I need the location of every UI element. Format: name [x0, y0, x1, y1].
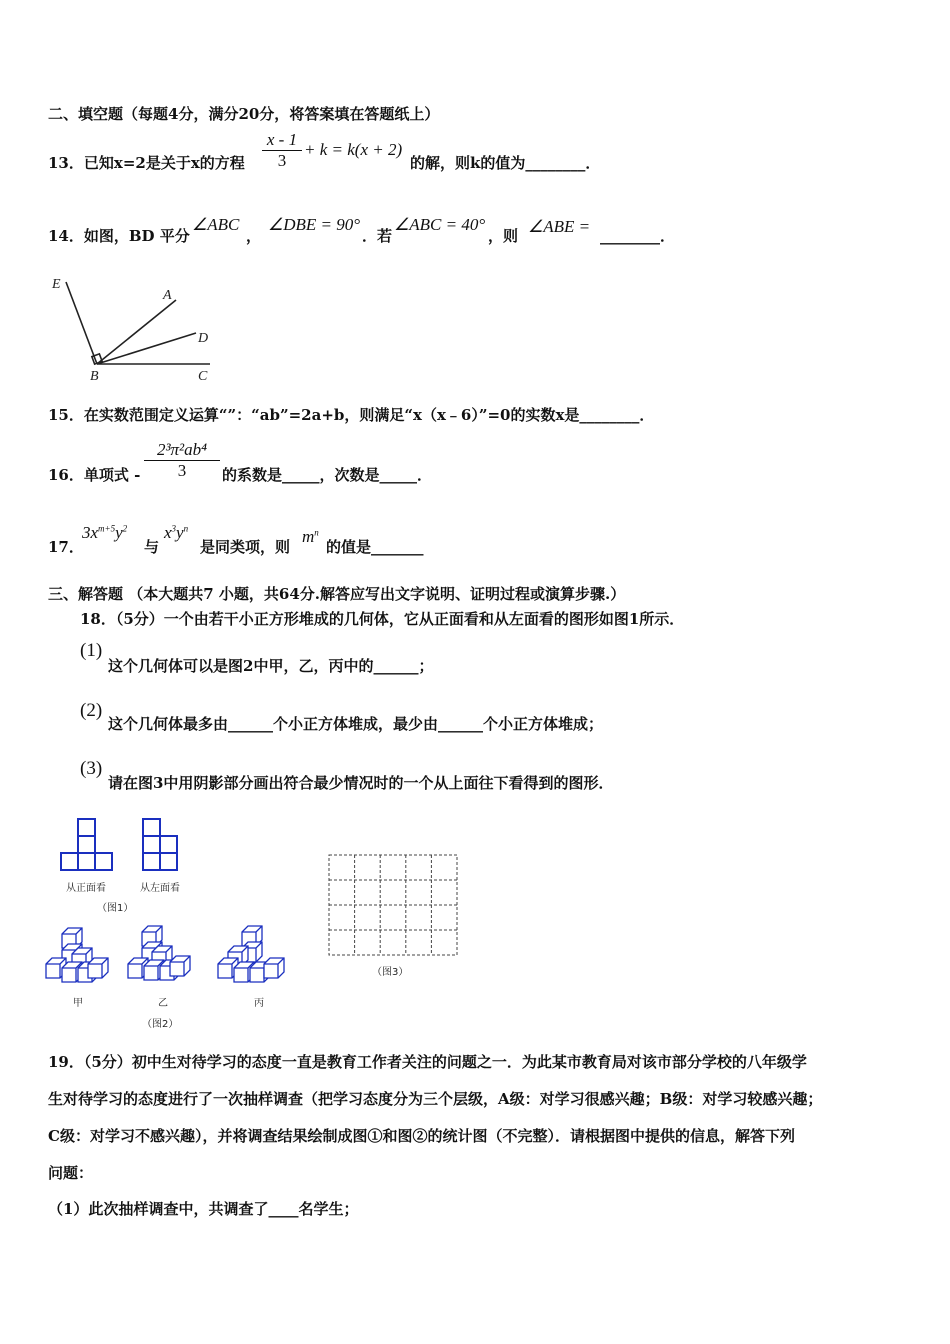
- q17-mid2: 是同类项，则: [200, 538, 291, 556]
- ray-bd: [97, 333, 196, 364]
- label-e: E: [52, 277, 61, 292]
- q17-term1: [82, 523, 127, 543]
- q15-text: 15．在实数范围定义运算“”：“ab”=2a+b，则满足“x（x﹣6）”=0的实数x是________．: [48, 406, 655, 424]
- q17-term2-y: y: [176, 523, 184, 542]
- solid-yi: [128, 926, 190, 980]
- q14-sep2: ．若: [362, 227, 393, 245]
- q14-sep1: ，: [246, 227, 262, 245]
- caption-yi: 乙: [158, 998, 168, 1009]
- q17-term2: [164, 523, 188, 543]
- figure-3-grid: [328, 854, 460, 958]
- q18-part2: 这个几何体最多由______个小正方体堆成，最少由______个小正方体堆成；: [108, 715, 604, 733]
- q14-angle-abc: ∠ABC: [192, 215, 240, 234]
- q14-sep3: ，则: [488, 227, 519, 245]
- q18-part3: 请在图3中用阴影部分画出符合最少情况时的一个从上面往下看得到的图形．: [108, 774, 614, 792]
- label-c: C: [198, 369, 208, 384]
- q13-suffix: 的解，则k的值为________．: [410, 154, 601, 172]
- q13-frac-num: x - 1: [262, 130, 302, 151]
- caption-fig3: （图3）: [372, 967, 409, 978]
- caption-left-view: 从左面看: [140, 883, 180, 894]
- q19-line3: C级：对学习不感兴趣），并将调查结果绘制成图①和图②的统计图（不完整）．请根据图中提供的信息，解答下列: [48, 1127, 795, 1145]
- section-2-header: 二、填空题（每题4分，满分20分，将答案填在答题纸上）: [48, 105, 440, 123]
- q16-frac-den: 3: [177, 461, 187, 480]
- q16-fraction: [144, 440, 220, 481]
- section-3-header: 三、解答题 （本大题共7 小题，共64分.解答应写出文字说明、证明过程或演算步骤.）: [48, 585, 626, 603]
- q17-term1-exp: m+5: [98, 523, 116, 534]
- q16-suffix: 的系数是_____，次数是_____．: [222, 466, 433, 484]
- caption-bing: 丙: [254, 998, 264, 1009]
- q14-prefix: 14．如图，BD 平分: [48, 227, 190, 245]
- q17-term1-y: y: [115, 523, 123, 542]
- q14-suffix: ________．: [600, 227, 676, 245]
- q17-suffix: 的值是_______: [326, 538, 424, 556]
- q14-angle-dbe: ∠DBE = 90°: [268, 215, 361, 234]
- q19-line2: 生对待学习的态度进行了一次抽样调查（把学习态度分为三个层级，A级：对学习很感兴趣；B级：对学习较感兴趣；: [48, 1090, 823, 1108]
- solid-jia: [46, 928, 108, 982]
- label-a: A: [163, 288, 172, 303]
- q18-part2-number: (2): [80, 700, 103, 721]
- ray-be: [66, 282, 97, 364]
- q19-subquestion-1: （1）此次抽样调查中，共调查了____名学生；: [48, 1200, 359, 1218]
- left-cell: [160, 853, 177, 870]
- front-cell: [78, 836, 95, 853]
- front-cell: [78, 853, 95, 870]
- q16-prefix: 16．单项式 -: [48, 466, 141, 484]
- q17-term2-base: x: [164, 523, 172, 542]
- left-cell: [143, 819, 160, 836]
- q17-prefix: 17．: [48, 538, 84, 556]
- left-cell: [143, 853, 160, 870]
- q14-angle-abe: ∠ABE =: [528, 217, 591, 236]
- q13-fraction: [262, 130, 302, 171]
- q13-frac-den: 3: [277, 151, 287, 170]
- q18-title: 18．（5分）一个由若干小正方形堆成的几何体，它从正面看和从左面看的图形如图1所示．: [80, 610, 685, 628]
- q18-part1: 这个几何体可以是图2中甲，乙，丙中的______；: [108, 657, 434, 675]
- label-b: B: [90, 369, 99, 384]
- q13-prefix: 13．已知x=2是关于x的方程: [48, 154, 245, 172]
- q18-part1-number: (1): [80, 640, 103, 661]
- q19-line1: 19．（5分）初中生对待学习的态度一直是教育工作者关注的问题之一．为此某市教育局对该市部分学校的八年级学: [48, 1053, 807, 1071]
- label-d: D: [198, 331, 209, 346]
- q17-mid: 与: [144, 538, 160, 556]
- q17-term2-yexp: n: [183, 523, 189, 534]
- q17-term2-exp: 3: [171, 523, 177, 534]
- solid-bing: [218, 926, 284, 982]
- q17-term3-exp: n: [314, 527, 319, 538]
- caption-front-view: 从正面看: [66, 883, 106, 894]
- q17-term3-base: m: [302, 527, 315, 546]
- front-cell: [61, 853, 78, 870]
- q16-frac-num: 2³π²ab⁴: [144, 440, 220, 461]
- caption-fig2: （图2）: [142, 1019, 179, 1030]
- caption-fig1: （图1）: [97, 903, 134, 914]
- q14-angle-abc-value: ∠ABC = 40°: [394, 215, 486, 234]
- right-angle-mark: [92, 354, 102, 364]
- q17-term1-yexp: 2: [122, 523, 128, 534]
- q17-term3: [302, 527, 319, 547]
- front-cell: [95, 853, 112, 870]
- left-cell: [160, 836, 177, 853]
- front-cell: [78, 819, 95, 836]
- q17-term1-base: 3x: [82, 523, 99, 542]
- q14-angle-figure: [48, 272, 228, 384]
- q19-line4: 问题：: [48, 1164, 94, 1182]
- caption-jia: 甲: [73, 998, 83, 1009]
- ray-ba: [97, 300, 176, 364]
- figure-2-solids: [42, 924, 292, 990]
- left-cell: [143, 836, 160, 853]
- q18-part3-number: (3): [80, 758, 103, 779]
- q13-expr: + k = k(x + 2): [304, 140, 403, 159]
- figure-1-views: [60, 818, 190, 872]
